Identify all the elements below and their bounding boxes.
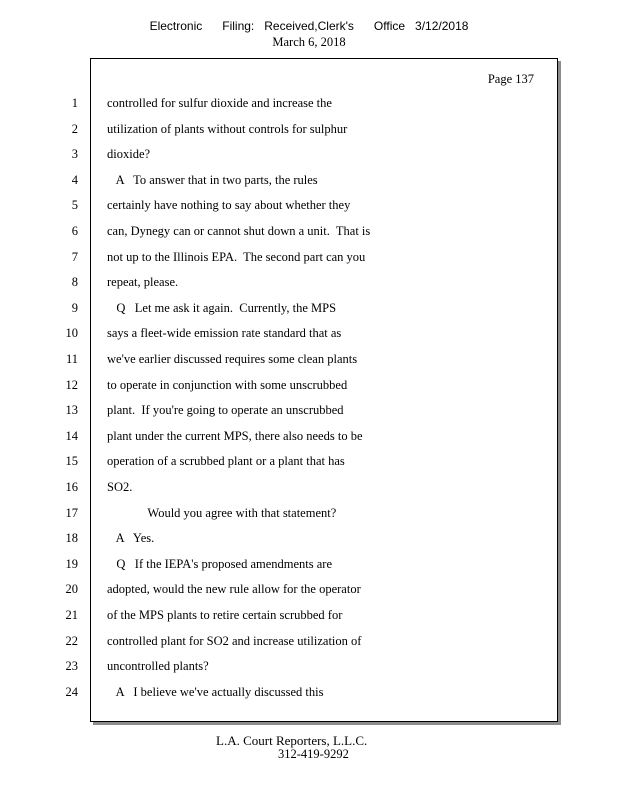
transcript-line <box>0 452 618 470</box>
line-number: 3 <box>71 147 78 162</box>
line-text: dioxide? <box>107 147 151 162</box>
line-text: adopted, would the new rule allow for the operator <box>107 582 361 597</box>
page-number: Page 137 <box>487 72 534 86</box>
transcript-line <box>0 504 618 522</box>
line-number: 4 <box>71 172 78 187</box>
transcript-line <box>0 427 618 445</box>
line-text: controlled plant for SO2 and increase utilization of <box>107 633 362 648</box>
transcript-line <box>0 299 618 317</box>
line-number: 6 <box>71 224 78 238</box>
line-text: A I believe we've actually discussed this <box>107 684 324 699</box>
transcript-line <box>0 529 618 547</box>
reporter-phone: 312-419-9292 <box>278 747 349 761</box>
line-text: A To answer that in two parts, the rules <box>107 172 318 187</box>
line-text: of the MPS plants to retire certain scrubbed for <box>107 608 343 622</box>
line-number: 15 <box>65 454 78 469</box>
line-text: uncontrolled plants? <box>107 659 209 674</box>
line-number: 14 <box>65 428 78 443</box>
line-number: 12 <box>65 377 78 392</box>
transcript-line <box>0 555 618 573</box>
transcript-line <box>0 324 618 342</box>
transcript-line <box>0 248 618 266</box>
transcript-line <box>0 606 618 624</box>
line-number: 16 <box>65 480 78 494</box>
line-text: we've earlier discussed requires some clean plants <box>107 352 358 366</box>
transcript-line <box>0 632 618 650</box>
line-number: 1 <box>71 96 78 110</box>
line-text: operation of a scrubbed plant or a plant that has <box>107 454 345 469</box>
transcript-line <box>0 657 618 675</box>
transcript-line <box>0 683 618 701</box>
line-text: says a fleet-wide emission rate standard that as <box>107 326 342 341</box>
line-text: Would you agree with that statement? <box>107 505 337 520</box>
line-number: 19 <box>65 556 78 571</box>
transcript-line <box>0 145 618 163</box>
line-number: 7 <box>71 249 78 264</box>
line-text: Q Let me ask it again. Currently, the MPS <box>107 300 337 315</box>
filing-stamp: Electronic Filing: Received,Clerk's Office 3/12/2018 <box>149 19 469 33</box>
transcript-line <box>0 350 618 368</box>
transcript-line <box>0 94 618 112</box>
line-number: 23 <box>65 659 78 674</box>
line-text: not up to the Illinois EPA. The second part can you <box>107 249 366 264</box>
line-text: to operate in conjunction with some unscrubbed <box>107 377 348 392</box>
line-text: repeat, please. <box>107 275 179 290</box>
line-number: 10 <box>65 326 78 341</box>
line-text: Q If the IEPA's proposed amendments are <box>107 556 333 571</box>
line-number: 21 <box>65 608 78 622</box>
transcript-line <box>0 273 618 291</box>
transcript-line <box>0 222 618 240</box>
transcript-line <box>0 196 618 214</box>
line-number: 8 <box>71 275 78 290</box>
line-text: utilization of plants without controls for sulphur <box>107 121 348 136</box>
line-number: 22 <box>65 633 78 648</box>
line-text: can, Dynegy can or cannot shut down a unit. That is <box>107 224 371 238</box>
transcript-line <box>0 401 618 419</box>
transcript-line <box>0 171 618 189</box>
line-number: 9 <box>71 300 78 315</box>
transcript-line <box>0 120 618 138</box>
line-number: 5 <box>71 198 78 213</box>
line-text: A Yes. <box>107 531 155 546</box>
line-number: 18 <box>65 531 78 546</box>
line-text: plant. If you're going to operate an unscrubbed <box>107 403 344 418</box>
line-number: 24 <box>65 684 78 699</box>
line-number: 2 <box>71 121 78 136</box>
reporter-company: L.A. Court Reporters, L.L.C. <box>216 733 368 748</box>
line-number: 20 <box>65 582 78 597</box>
filing-date: March 6, 2018 <box>272 35 346 49</box>
line-text: controlled for sulfur dioxide and increase the <box>107 96 332 110</box>
line-text: plant under the current MPS, there also needs to be <box>107 428 363 443</box>
line-number: 13 <box>65 403 78 418</box>
line-number: 11 <box>65 352 78 366</box>
line-number: 17 <box>65 505 78 520</box>
transcript-line <box>0 478 618 496</box>
line-text: certainly have nothing to say about whether they <box>107 198 351 213</box>
line-text: SO2. <box>107 480 133 494</box>
transcript-line <box>0 376 618 394</box>
transcript-line <box>0 580 618 598</box>
